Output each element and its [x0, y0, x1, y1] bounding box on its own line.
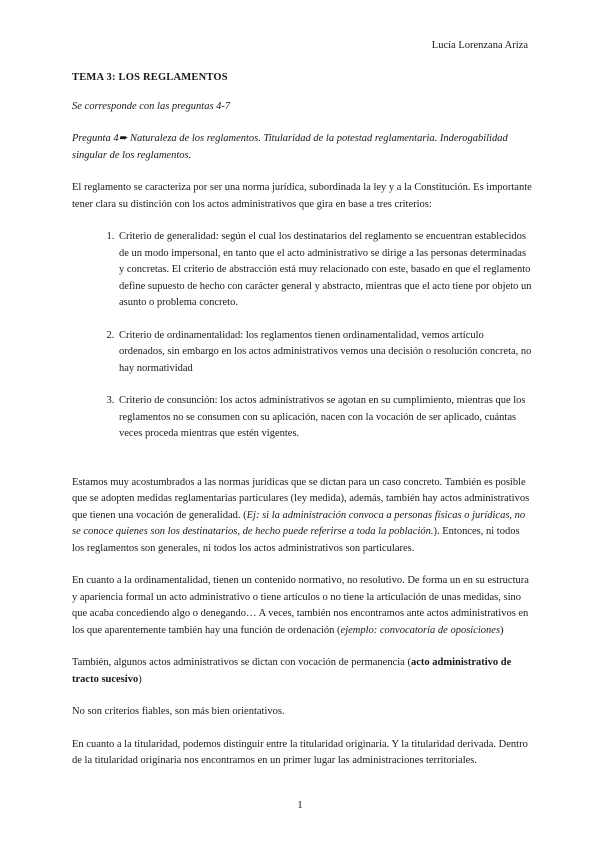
paragraph-permanence [72, 655, 532, 688]
criteria-list [72, 229, 532, 443]
question-text: Naturaleza de los reglamentos. Titularidad de la potestad reglamentaria. Inderogabilidad singular de los reglamentos. [72, 133, 508, 161]
question-heading [72, 131, 532, 164]
example-text: Ej: si la administración convoca a personas físicas o jurídicas, no se conoce quienes son los destinatarios, de hecho puede referirse a toda la población. [72, 509, 526, 537]
example-text: ejemplo: convocatoria de oposiciones [340, 624, 501, 636]
paragraph-text: En cuanto a la ordinamentalidad, tienen un contenido normativo, no resolutivo. De forma un en su estructura y apariencia formal un acto administrativo o tiene artículos o no tiene la articulación de unas medidas, sino que acaba concediendo algo o denegando… A veces, también nos encontramos ante actos administrativos en los que aparentemente también hay una función de ordenación ( [72, 575, 529, 636]
paragraph-generality [72, 475, 532, 558]
document-body [72, 70, 532, 786]
paragraph-ordinamentality [72, 573, 532, 639]
question-label: Pregunta 4 [72, 133, 119, 144]
paragraph-text: ) [138, 673, 142, 685]
paragraph-text: Estamos muy acostumbrados a las normas jurídicas que se dictan para un caso concreto. También es posible que se adopten medidas reglamentarias particulares (ley medida), además, también hay actos administrativos que tienen una vocación de generalidad. ( [72, 476, 530, 521]
paragraph-titularidad: En cuanto a la titularidad, podemos distinguir entre la titularidad originaria. Y la titularidad derivada. Dentro de la titularidad originaria nos encontramos en un primer lugar las administraciones territoriales. [72, 738, 528, 766]
criterion-item: 3. Criterio de consunción: los actos administrativos se agotan en su cumplimiento, mientras que los reglamentos no se consumen con su aplicación, nacen con la vocación de ser aplicado, cuántas veces proceda mientras que estén vigentes. [117, 393, 532, 443]
document-title: TEMA 3: LOS REGLAMENTOS [72, 72, 228, 83]
paragraph-text: También, algunos actos administrativos se dictan con vocación de permanencia ( [72, 657, 411, 668]
subtitle: Se corresponde con las preguntas 4-7 [72, 100, 231, 112]
arrow-icon: ➨ [118, 133, 128, 144]
intro-paragraph: El reglamento se caracteriza por ser una norma jurídica, subordinada la ley y a la Constitución. Es importante tener clara su distinción con los actos administrativos que gira en base a tres criterios: [72, 182, 532, 210]
criterion-item: 1. Criterio de generalidad: según el cual los destinatarios del reglamento se encuentran establecidos de un modo impersonal, en tanto que el acto administrativo se dirige a las personas determinadas y concretas. El criterio de abstracción está muy relacionado con este, basado en que el reglamento define supuesto de hecho con carácter general y abstracto, mientras que el acto tiene por objeto un asunto o problema concreto. [117, 229, 532, 312]
criterion-item: 2. Criterio de ordinamentalidad: los reglamentos tienen ordinamentalidad, vemos artículo ordenados, sin embargo en los actos administrativos vemos una decisión o resolución concreta, no hay normatividad [117, 328, 532, 378]
paragraph-criteria-note: No son criterios fiables, son más bien orientativos. [72, 706, 285, 717]
header-author: Lucía Lorenzana Ariza [431, 40, 528, 51]
paragraph-text: ) [500, 624, 504, 636]
paragraph-text: ). Entonces, ni todos los reglamentos son generales, ni todos los actos administrativos son particulares. [72, 526, 520, 554]
bold-term: acto administrativo de tracto sucesivo [72, 657, 512, 685]
page-number: 1 [297, 799, 303, 811]
